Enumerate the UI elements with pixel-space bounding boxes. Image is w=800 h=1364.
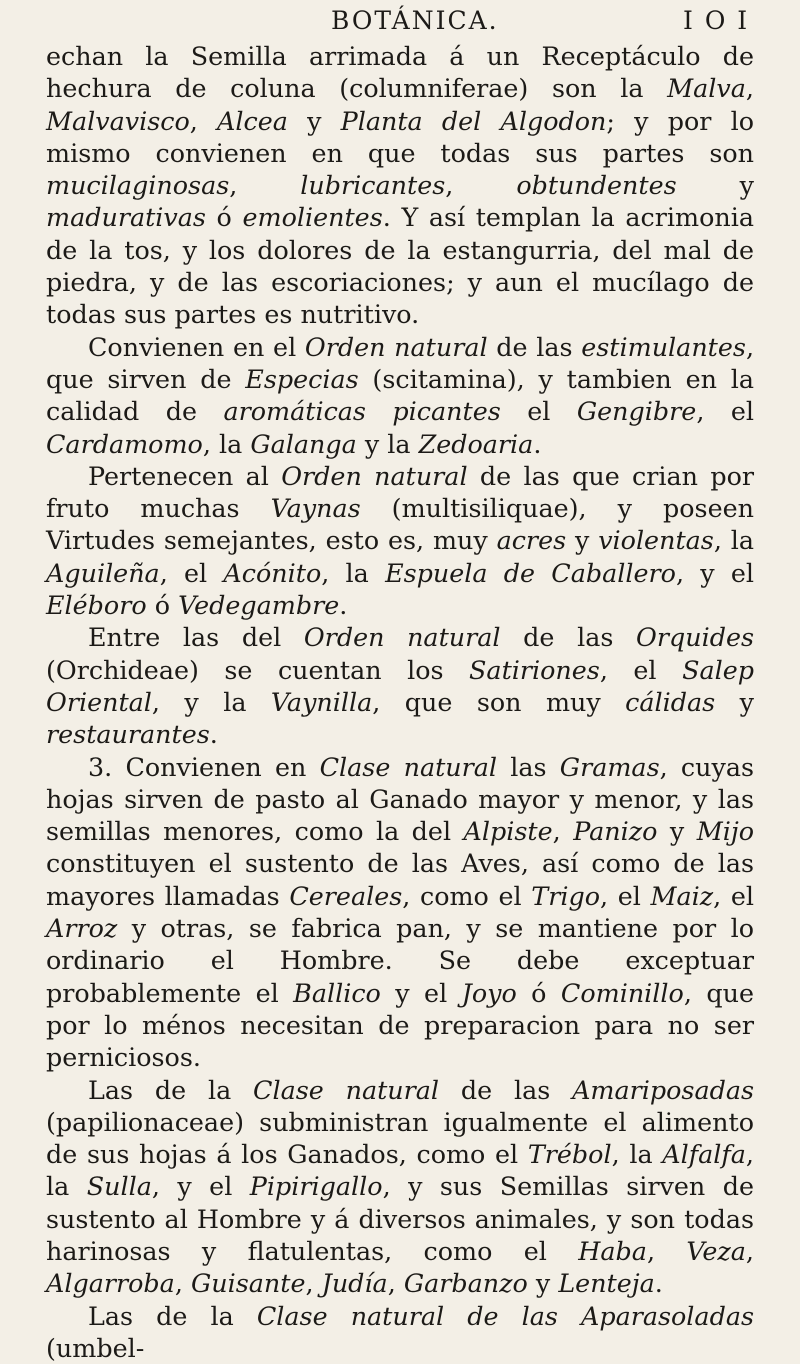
italic-term: mucilaginosas	[46, 170, 230, 201]
italic-term: Clase natural de las Aparasoladas	[256, 1300, 754, 1331]
italic-term: Veza	[686, 1235, 746, 1266]
paragraph	[46, 1300, 754, 1364]
text-run: , el	[696, 396, 755, 427]
italic-term: Mijo	[696, 816, 754, 847]
text-run: de las que crian por fruto muchas	[46, 460, 755, 524]
text-run: y	[657, 816, 697, 847]
text-run: , el	[600, 880, 651, 911]
text-run: , el	[599, 654, 683, 685]
text-run: (papilionaceae) subministran igualmente el alimento de sus hojas á los Ganados, como el	[46, 1106, 754, 1170]
text-run: y	[566, 525, 599, 556]
text-run: . Y así templan la acrimonia de la tos, y los dolores de la estangurria, del mal de piedra, y de las escoriaciones; y aun el mucílago de todas sus partes es nutritivo.	[46, 202, 754, 330]
italic-term: emolientes	[242, 202, 383, 233]
text-run: .	[339, 590, 348, 621]
italic-term: Amariposadas	[572, 1074, 755, 1105]
text-run: ,	[445, 170, 517, 201]
text-run: y	[676, 170, 754, 201]
italic-term: Malvavisco	[46, 105, 190, 136]
italic-term: restaurantes	[46, 719, 210, 750]
italic-term: Orden natural	[304, 331, 488, 362]
body-text	[46, 40, 754, 1364]
text-run: 3. Convienen en	[88, 751, 320, 782]
text-run: y	[287, 105, 341, 136]
italic-term: Especias	[245, 363, 359, 394]
text-run: , y el	[675, 557, 754, 588]
page-number: I O I	[683, 6, 750, 35]
text-run: de las	[500, 622, 637, 653]
italic-term: Haba	[578, 1235, 647, 1266]
text-run: ó	[516, 977, 561, 1008]
italic-term: Espuela de Caballero	[385, 557, 676, 588]
text-run: Convienen en el	[88, 331, 305, 362]
text-run: , y el	[151, 1171, 250, 1202]
italic-term: Cardamomo	[46, 428, 203, 459]
text-run: constituyen el sustento de las Aves, así como de las mayores llamadas	[46, 848, 754, 911]
italic-term: madurativas	[46, 202, 206, 233]
italic-term: Clase natural	[253, 1074, 440, 1105]
text-run: ,	[174, 1268, 191, 1299]
paragraph	[46, 331, 754, 460]
italic-term: Acónito	[223, 557, 322, 588]
italic-term: Judía	[321, 1268, 388, 1299]
italic-term: Galanga	[250, 428, 357, 459]
text-run: , el	[713, 880, 754, 911]
text-run: ,	[552, 816, 574, 847]
text-run: (Orchideae) se cuentan los	[46, 654, 470, 685]
text-run: Pertenecen al	[88, 460, 282, 491]
italic-term: Trébol	[527, 1139, 612, 1170]
italic-term: obtundentes	[516, 170, 677, 201]
italic-term: acres	[496, 525, 567, 556]
text-run: echan la Semilla arrimada á un Receptáculo de hechura de coluna (columniferae) son la	[46, 41, 754, 104]
italic-term: Trigo	[531, 880, 600, 911]
text-run: ,	[745, 1235, 754, 1266]
text-run: , la	[321, 557, 386, 588]
italic-term: Algarroba	[46, 1268, 175, 1299]
text-run: y	[715, 686, 754, 717]
text-run: .	[654, 1268, 663, 1299]
text-run: ó	[146, 590, 179, 621]
italic-term: Arroz	[46, 913, 118, 944]
italic-term: lubricantes	[300, 170, 446, 201]
italic-term: estimulantes	[581, 331, 746, 362]
text-run: Entre las del	[88, 622, 304, 653]
text-run: , que por lo ménos necesitan de preparacion para no ser perniciosos.	[46, 977, 754, 1073]
italic-term: Aguileña	[46, 557, 160, 588]
italic-term: Zedoaria	[418, 428, 534, 459]
text-run: (multisiliquae), y poseen Virtudes semejantes, esto es, muy	[46, 493, 754, 556]
paragraph	[46, 1074, 754, 1300]
italic-term: Vaynas	[270, 493, 361, 524]
paragraph	[46, 621, 754, 750]
text-run: , el	[159, 557, 224, 588]
text-run: ,	[387, 1268, 404, 1299]
italic-term: Alpiste	[463, 816, 553, 847]
italic-term: Salep Oriental	[46, 654, 754, 717]
text-run: , la	[46, 1139, 754, 1202]
text-run: , cuyas hojas sirven de pasto al Ganado mayor y menor, y las semillas menores, como la del	[46, 751, 754, 847]
italic-term: Guisante	[190, 1268, 306, 1299]
text-run: y otras, se fabrica pan, y se mantiene por lo ordinario el Hombre. Se debe exceptuar probablemente el	[46, 913, 754, 1008]
text-run: ,	[745, 73, 754, 104]
italic-term: Panizo	[573, 816, 658, 847]
text-run: y el	[380, 977, 462, 1008]
italic-term: Vedegambre	[178, 590, 340, 621]
italic-term: Vaynilla	[270, 686, 373, 717]
italic-term: Gengibre	[576, 396, 697, 427]
text-run: , y la	[151, 686, 271, 717]
italic-term: Orden natural	[281, 460, 468, 491]
text-run: , la	[202, 428, 251, 459]
text-run: , y sus Semillas sirven de sustento al Hombre y á diversos animales, y son todas harinosas y flatulentas, como el	[46, 1171, 754, 1266]
running-head-title: BOTÁNICA.	[331, 6, 499, 35]
italic-term: Planta del Algodon	[340, 105, 607, 136]
text-run: las	[497, 751, 560, 782]
text-run: (scitamina), y tambien en la calidad de	[46, 363, 754, 427]
text-run: (umbel-	[46, 1332, 145, 1363]
italic-term: Orden natural	[303, 622, 501, 653]
italic-term: aromáticas picantes	[223, 396, 501, 427]
italic-term: Eléboro	[46, 590, 147, 621]
italic-term: Clase natural	[319, 751, 498, 782]
italic-term: Alcea	[217, 105, 288, 136]
text-run: ,	[305, 1268, 322, 1299]
italic-term: Maiz	[650, 880, 714, 911]
paragraph	[46, 460, 754, 621]
text-run: .	[209, 719, 218, 750]
running-head	[46, 6, 754, 40]
text-run: , que son muy	[372, 686, 626, 717]
italic-term: Cereales	[289, 880, 403, 911]
text-run: y la	[356, 428, 419, 459]
text-run: de las	[487, 331, 582, 362]
text-run: Las de la	[88, 1300, 257, 1331]
text-run: el	[500, 396, 577, 427]
text-run: Las de la	[88, 1074, 254, 1105]
italic-term: Pipirigallo	[249, 1171, 383, 1202]
italic-term: Gramas	[559, 751, 660, 782]
text-run: ó	[205, 202, 243, 233]
italic-term: Joyo	[461, 977, 517, 1008]
italic-term: Ballico	[293, 977, 381, 1008]
text-run: ,	[229, 170, 301, 201]
text-run: ; y por lo mismo convienen en que todas sus partes son	[46, 105, 754, 168]
italic-term: cálidas	[625, 686, 716, 717]
italic-term: Alfalfa	[662, 1139, 746, 1170]
paragraph	[46, 40, 754, 331]
text-run: , como el	[402, 880, 532, 911]
paragraph	[46, 751, 754, 1074]
text-run: de las	[439, 1074, 573, 1105]
italic-term: Orquides	[636, 622, 755, 653]
italic-term: Lenteja	[558, 1268, 655, 1299]
text-run: , la	[713, 525, 754, 556]
text-run: ,	[189, 105, 218, 136]
text-run: , la	[611, 1139, 663, 1170]
italic-term: Sulla	[86, 1171, 152, 1202]
italic-term: violentas	[598, 525, 714, 556]
italic-term: Satiriones	[469, 654, 600, 685]
italic-term: Garbanzo	[403, 1268, 528, 1299]
text-run: y	[527, 1268, 559, 1299]
text-run: .	[533, 428, 542, 459]
text-run: ,	[646, 1235, 687, 1266]
italic-term: Malva	[667, 73, 746, 104]
italic-term: Cominillo	[560, 977, 684, 1008]
text-run: , que sirven de	[46, 331, 755, 394]
